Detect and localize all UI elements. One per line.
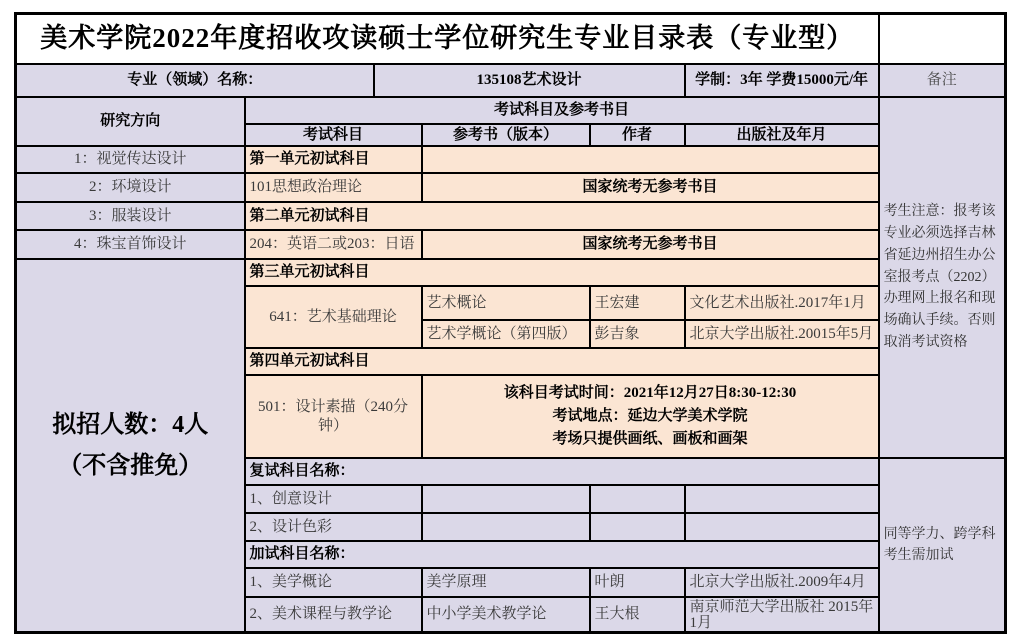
national-exam-note-1: 国家统考无参考书目 xyxy=(422,173,879,202)
reference-book-header: 参考书（版本） xyxy=(422,124,590,147)
title-right-empty-cell xyxy=(879,14,1006,64)
book2-author: 彭吉象 xyxy=(590,320,685,348)
additional-book-2: 中小学美术教学论 xyxy=(422,597,590,633)
notice-line-1: 该科目考试时间：2021年12月27日8:30-12:30 xyxy=(503,384,797,401)
book1-publisher: 文化艺术出版社.2017年1月 xyxy=(685,286,879,320)
major-name-label: 专业（领域）名称： xyxy=(16,64,374,97)
additional-subject-1: 1、美学概论 xyxy=(245,568,422,597)
additional-publisher-2 xyxy=(685,597,879,633)
major-code-value: 135108艺术设计 xyxy=(374,64,685,97)
foreign-language-subject: 204：英语二或203：日语 xyxy=(245,230,422,259)
retest-item-2: 2、设计色彩 xyxy=(245,513,422,541)
retest-item-2-book-empty xyxy=(422,513,590,541)
direction-item-3: 3：服装设计 xyxy=(16,202,245,230)
unit4-header: 第四单元初试科目 xyxy=(245,348,879,375)
politics-subject: 101思想政治理论 xyxy=(245,173,422,202)
additional-subject-2: 2、美术课程与教学论 xyxy=(245,597,422,633)
national-exam-note-2: 国家统考无参考书目 xyxy=(422,230,879,259)
remark-column-header: 备注 xyxy=(879,64,1006,97)
additional-publisher-2-text: 南京师范大学出版社 2015年1月 xyxy=(689,599,874,631)
book1-author: 王宏建 xyxy=(590,286,685,320)
direction-item-1: 1：视觉传达设计 xyxy=(16,146,245,173)
additional-publisher-1: 北京大学出版社.2009年4月 xyxy=(685,568,879,597)
retest-item-2-publisher-empty xyxy=(685,513,879,541)
retest-item-1-publisher-empty xyxy=(685,485,879,513)
direction-item-4: 4：珠宝首饰设计 xyxy=(16,230,245,259)
unit1-header: 第一单元初试科目 xyxy=(245,146,422,173)
direction-item-2: 2：环境设计 xyxy=(16,173,245,202)
retest-item-1: 1、创意设计 xyxy=(245,485,422,513)
retest-item-1-book-empty xyxy=(422,485,590,513)
research-direction-header: 研究方向 xyxy=(16,97,245,147)
admissions-catalog-table xyxy=(14,12,1007,634)
notice-line-2: 考试地点：延边大学美术学院 xyxy=(552,408,748,425)
book2-title: 艺术学概论（第四版） xyxy=(422,320,590,348)
retest-section-header: 复试科目名称： xyxy=(245,458,879,485)
exam-and-refs-header: 考试科目及参考书目 xyxy=(245,97,879,124)
remark-note-additional-test: 同等学力、跨学科考生需加试 xyxy=(879,458,1006,633)
duration-fee-value: 学制：3年 学费15000元/年 xyxy=(685,64,879,97)
unit1-empty-cell xyxy=(422,146,879,173)
additional-book-1: 美学原理 xyxy=(422,568,590,597)
unit2-header: 第二单元初试科目 xyxy=(245,202,879,230)
page-title: 美术学院2022年度招收攻读硕士学位研究生专业目录表（专业型） xyxy=(16,14,879,64)
additional-author-2: 王大根 xyxy=(590,597,685,633)
design-sketch-subject: 501：设计素描（240分钟） xyxy=(245,375,422,458)
enrollment-line-1: 拟招人数：4人 xyxy=(52,411,209,438)
enrollment-count-cell xyxy=(16,259,245,633)
book2-publisher: 北京大学出版社.20015年5月 xyxy=(685,320,879,348)
publisher-header: 出版社及年月 xyxy=(685,124,879,147)
art-theory-subject: 641：艺术基础理论 xyxy=(245,286,422,348)
retest-item-2-author-empty xyxy=(590,513,685,541)
remark-note-application: 考生注意：报考该专业必须选择吉林省延边州招生办公室报考点（2202）办理网上报名和现场确认手续。否则取消考试资格 xyxy=(879,97,1006,459)
book1-title: 艺术概论 xyxy=(422,286,590,320)
additional-author-1: 叶朗 xyxy=(590,568,685,597)
additional-test-section-header: 加试科目名称： xyxy=(245,541,879,568)
exam-subject-header: 考试科目 xyxy=(245,124,422,147)
exam-time-notice xyxy=(422,375,879,458)
notice-line-3: 考场只提供画纸、画板和画架 xyxy=(552,431,748,448)
author-header: 作者 xyxy=(590,124,685,147)
retest-item-1-author-empty xyxy=(590,485,685,513)
unit3-header: 第三单元初试科目 xyxy=(245,259,879,286)
enrollment-line-2: （不含推免） xyxy=(58,452,203,479)
